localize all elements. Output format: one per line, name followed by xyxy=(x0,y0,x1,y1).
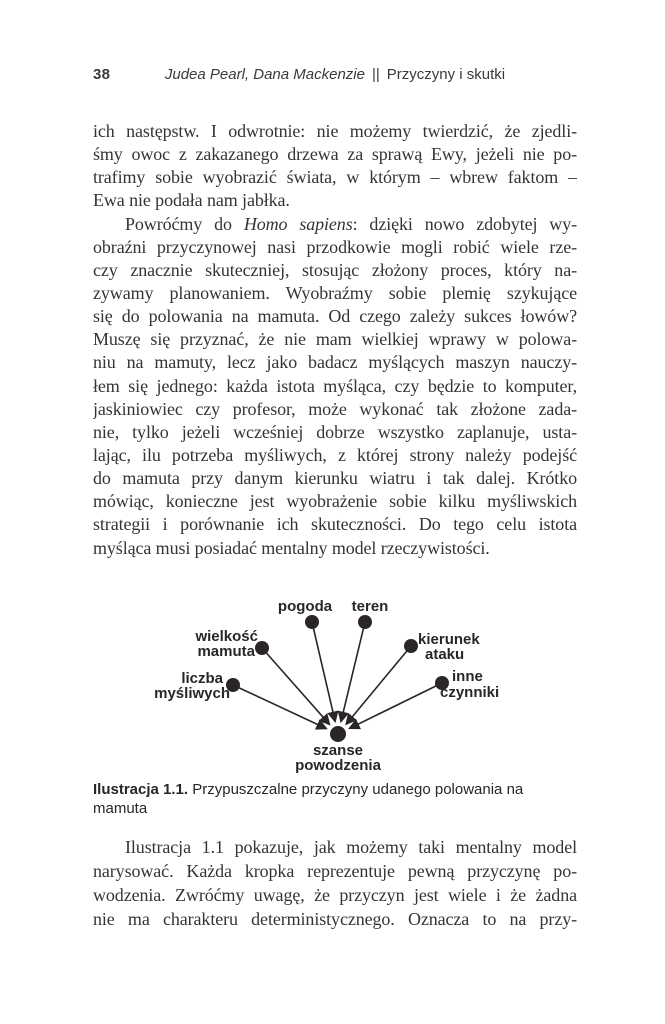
figure-caption-label: Ilustracja 1.1. xyxy=(93,781,189,798)
text-line: lając, ilu potrzeba myśliwych, z której strony należy podejść xyxy=(93,444,577,465)
page-header xyxy=(93,66,577,88)
node-dot-kierunek-ataku xyxy=(404,639,418,653)
node-dot-szanse-powodzenia xyxy=(330,726,346,742)
figure-caption xyxy=(93,780,577,818)
node-dot-pogoda xyxy=(305,615,319,629)
text-line: narysować. Każda kropka reprezentuje pewną przyczynę po- xyxy=(93,861,577,881)
node-label-mysliwych: myśliwych xyxy=(154,685,230,702)
text-run-italic: Homo sapiens xyxy=(243,213,353,234)
text-line: strategii i porównanie ich skuteczności. Do tego celu istota xyxy=(93,514,577,535)
text-line: wodzenia. Zwróćmy uwagę, że przyczyn jest wiele i że żadna xyxy=(93,885,577,905)
node-label-liczba: liczba xyxy=(181,670,223,687)
text-line: zywamy planowaniem. Wyobraźmy sobie plemię szykujące xyxy=(93,282,577,303)
text-line: obraźni przyczynowej nasi przodkowie mogli robić wiele rze- xyxy=(93,236,577,257)
text-line: myśląca musi posiadać mentalny model rzeczywistości. xyxy=(93,537,490,558)
text-line xyxy=(93,213,577,236)
running-head-authors: Judea Pearl, Dana Mackenzie xyxy=(164,66,365,83)
body-text-lower xyxy=(93,835,577,931)
page-number: 38 xyxy=(93,66,111,83)
causal-diagram xyxy=(115,593,555,783)
text-line: mówiąc, konieczne jest wyobrażenie sobie kilku myśliwskich xyxy=(93,491,577,512)
arrow-inne xyxy=(350,683,442,728)
node-label-powodzenia: powodzenia xyxy=(295,757,381,774)
text-line: Muszę się przyznać, że nie mam wielkiej wprawy w polowa- xyxy=(93,329,577,350)
text-line: jaskiniowiec czy profesor, może wykonać tak złożone zada- xyxy=(93,398,577,419)
node-label-ataku: ataku xyxy=(425,646,465,663)
node-label-czynniki: czynniki xyxy=(440,684,500,701)
text-line: śmy owoc z zakazanego drzewa za sprawą Ewy, jeżeli nie po- xyxy=(93,144,577,165)
node-label-teren: teren xyxy=(351,598,389,615)
text-line: się do polowania na mamuta. Od czego zależy sukces łowów? xyxy=(93,306,577,327)
text-line: nie, tylko jeżeli wcześniej dobrze wszystko zaplanuje, usta- xyxy=(93,421,577,442)
node-label-kierunek: kierunek xyxy=(418,631,480,648)
text-line: czy znacznie skuteczniej, stosując złożony proces, który na- xyxy=(93,259,577,280)
node-label-mamuta: mamuta xyxy=(197,643,255,660)
text-line: Ewa nie podała nam jabłka. xyxy=(93,190,290,211)
diagram-arrows xyxy=(233,622,442,729)
arrow-liczba xyxy=(233,685,326,729)
text-line: Ilustracja 1.1 pokazuje, jak możemy taki mentalny model xyxy=(125,837,577,857)
arrow-pogoda xyxy=(312,622,335,721)
text-line: do mamuta przy danym kierunku wiatru i tak dalej. Krótko xyxy=(93,468,577,489)
running-head xyxy=(93,66,577,83)
text-line: niu na mamuty, lecz jako badacz myślących maszyn nauczy- xyxy=(93,352,577,373)
text-run: Powróćmy do xyxy=(125,213,244,234)
figure-caption-text: Przypuszczalne przyczyny udanego polowania na mamuta xyxy=(93,781,524,817)
arrow-wielkosc xyxy=(262,648,329,724)
text-run: : dzięki nowo zdobytej wy- xyxy=(352,213,577,234)
node-label-pogoda: pogoda xyxy=(277,598,333,615)
node-dot-teren xyxy=(358,615,372,629)
text-line: nie ma charakteru deterministycznego. Oznacza to na przy- xyxy=(93,909,577,929)
body-text-upper xyxy=(93,120,577,560)
node-label-wielkosc: wielkość xyxy=(195,628,258,645)
text-line: trafimy sobie wyobrazić świata, w którym – wbrew faktom – xyxy=(93,167,577,188)
text-line: ich następstw. I odwrotnie: nie możemy twierdzić, że zjedli- xyxy=(93,121,577,141)
text-line: łem się jednego: każda istota myśląca, czy będzie to komputer, xyxy=(93,375,577,396)
running-head-book-title: Przyczyny i skutki xyxy=(386,66,506,83)
node-label-szanse: szanse xyxy=(312,742,364,759)
node-label-inne: inne xyxy=(452,668,483,685)
running-head-separator: || xyxy=(371,66,380,83)
